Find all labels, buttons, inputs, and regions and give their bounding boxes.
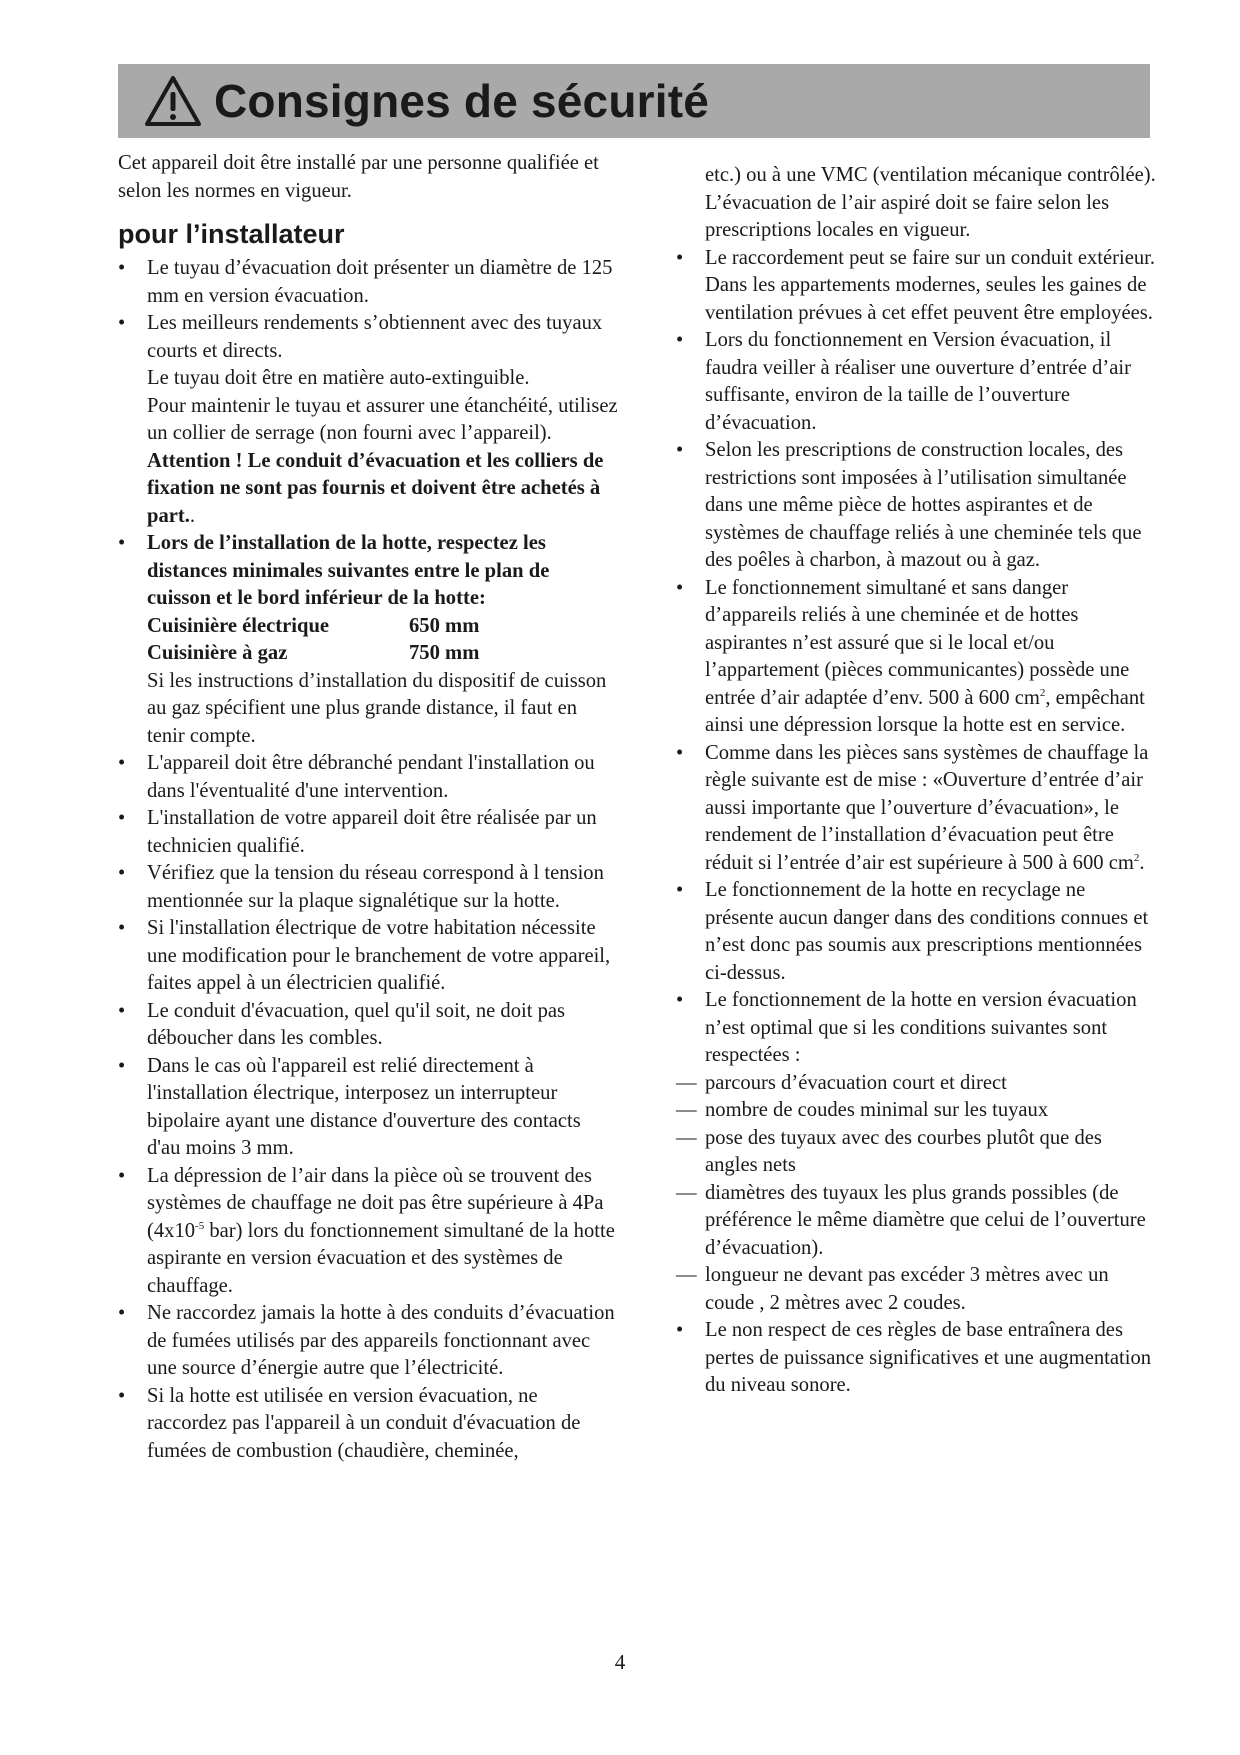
list-item: • La dépression de l’air dans la pièce où se trouvent des systèmes de chauffage ne doit pas être supérieure à 4Pa ($4x10^{-5}$ bar) lors du fonctionnement simultané de la hotte aspirante en version évacuation et des systèmes de chauffage. [118, 1163, 618, 1301]
condition-item: — longueur ne devant pas excéder 3 mètres avec un coude , 2 mètres avec 2 coudes. [676, 1262, 1156, 1317]
list-item: • Le conduit d'évacuation, quel qu'il soit, ne doit pas déboucher dans les combles. [118, 998, 618, 1053]
list-item: • Le non respect de ces règles de base entraînera des pertes de puissance significatives et une augmentation du niveau sonore. [676, 1317, 1156, 1400]
installer-list [118, 255, 618, 1465]
final-list [676, 1317, 1156, 1400]
list-item: • Dans le cas où l'appareil est relié directement à l'installation électrique, interposez un interrupteur bipolaire ayant une distance d'ouverture des contacts d'au moins 3 mm. [118, 1053, 618, 1163]
page-title: Consignes de sécurité [214, 75, 710, 127]
list-item: • L'installation de votre appareil doit être réalisée par un technicien qualifié. [118, 805, 618, 860]
warning-triangle-icon [144, 75, 202, 127]
list-item: • L'appareil doit être débranché pendant l'installation ou dans l'éventualité d'une intervention. [118, 750, 618, 805]
page-header [118, 64, 1150, 138]
list-item: • Lors de l’installation de la hotte, respectez les distances minimales suivantes entre le plan de cuisson et le bord inférieur de la hotte: Cuisinière électrique 650 mm Cuisinière à gaz 750 mm Si les instructions d’installation du dispositif de cuisson au gaz spécifient une plus grande distance, il faut en tenir compte. [118, 530, 618, 750]
distance-row-electric: Cuisinière électrique 650 mm [147, 614, 480, 637]
left-column [118, 150, 618, 1465]
list-item: • Si la hotte est utilisée en version évacuation, ne raccordez pas l'appareil à un conduit d'évacuation de fumées de combustion (chaudière, cheminée, [118, 1383, 618, 1466]
conditions-list [676, 1070, 1156, 1318]
section-heading: pour l’installateur [118, 219, 345, 249]
list-item: • Selon les prescriptions de construction locales, des restrictions sont imposées à l’utilisation simultanée dans une même pièce de hottes aspirantes et de systèmes de chauffage reliés à une cheminée tels que des poêles à charbon, à mazout ou à gaz. [676, 437, 1156, 575]
distance-row-gas: Cuisinière à gaz 750 mm [147, 642, 480, 664]
list-item: • Le fonctionnement de la hotte en recyclage ne présente aucun danger dans des conditions connues et n’est donc pas soumis aux prescriptions mentionnées ci-dessus. [676, 877, 1156, 987]
condition-item: — nombre de coudes minimal sur les tuyaux [676, 1097, 1156, 1125]
condition-item: — pose des tuyaux avec des courbes plutôt que des angles nets [676, 1125, 1156, 1180]
list-item: • Le fonctionnement de la hotte en version évacuation n’est optimal que si les conditions suivantes sont respectées : [676, 987, 1156, 1070]
installer-list-continued [676, 162, 1156, 1070]
list-item: • Le tuyau d’évacuation doit présenter un diamètre de 125 mm en version évacuation. [118, 255, 618, 310]
list-item: • Comme dans les pièces sans systèmes de chauffage la règle suivante est de mise : «Ouverture d’entrée d’air aussi importante que l’ouverture d’évacuation», le rendement de l’installation d’évacuation peut être réduit si l’entrée d’air est supérieure à 500 à 600 $cm^2$. [676, 740, 1156, 878]
list-item: • Le raccordement peut se faire sur un conduit extérieur. Dans les appartements modernes, seules les gaines de ventilation prévues à cet effet peuvent être employées. [676, 245, 1156, 328]
list-item: • Lors du fonctionnement en Version évacuation, il faudra veiller à réaliser une ouverture d’entrée d’air suffisante, environ de la taille de l’ouverture d’évacuation. [676, 327, 1156, 437]
attention-note: Attention ! Le conduit d’évacuation et les colliers de fixation ne sont pas fournis et doivent être achetés à part.. [147, 449, 604, 527]
list-item: • Vérifiez que la tension du réseau correspond à l tension mentionnée sur la plaque signalétique sur la hotte. [118, 860, 618, 915]
condition-item: — diamètres des tuyaux les plus grands possibles (de préférence le même diamètre que celui de l’ouverture d’évacuation). [676, 1180, 1156, 1263]
list-item: • Si l'installation électrique de votre habitation nécessite une modification pour le branchement de votre appareil, faites appel à un électricien qualifié. [118, 915, 618, 998]
list-item: • Les meilleurs rendements s’obtiennent avec des tuyaux courts et directs. Le tuyau doit être en matière auto-extinguible. Pour maintenir le tuyau et assurer une étanchéité, utilisez un collier de serrage (non fourni avec l’appareil). Attention ! Le conduit d’évacuation et les colliers de fixation ne sont pas fournis et doivent être achetés à part.. [118, 310, 618, 530]
page-number: 4 [614, 1650, 626, 1674]
list-item: • Ne raccordez jamais la hotte à des conduits d’évacuation de fumées utilisés par des appareils fonctionnant avec une source d’énergie autre que l’électricité. [118, 1300, 618, 1383]
condition-item: — parcours d’évacuation court et direct [676, 1070, 1156, 1098]
list-item: • Le fonctionnement simultané et sans danger d’appareils reliés à une cheminée et de hottes aspirantes n’est assuré que si le local et/ou l’appartement (pièces communicantes) possède une entrée d’air adaptée d’env. 500 à 600 $cm^2$, empêchant ainsi une dépression lorsque la hotte est en service. [676, 575, 1156, 740]
right-column [676, 162, 1156, 1400]
intro-paragraph: Cet appareil doit être installé par une personne qualifiée et selon les normes en vigueur. [118, 152, 599, 202]
list-item-continuation: etc.) ou à une VMC (ventilation mécanique contrôlée). L’évacuation de l’air aspiré doit se faire selon les prescriptions locales en vigueur. [705, 164, 1156, 241]
